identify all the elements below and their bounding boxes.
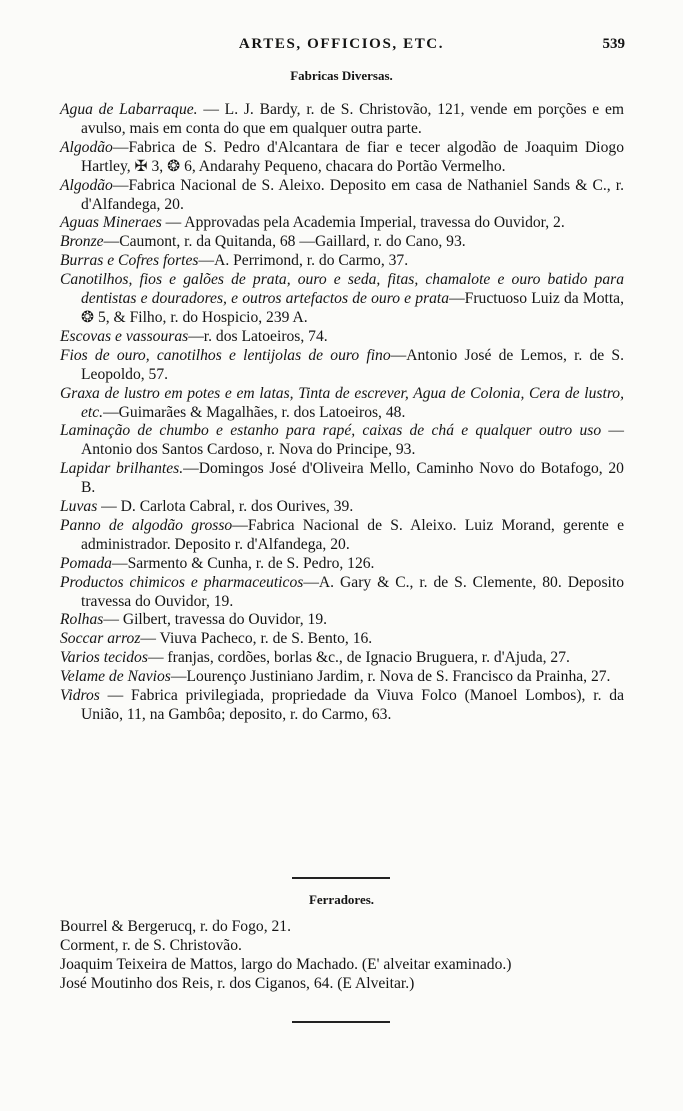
list-item: José Moutinho dos Reis, r. dos Ciganos, 64. (E Alveitar.) bbox=[60, 974, 415, 992]
entry bbox=[60, 252, 624, 271]
entry bbox=[60, 233, 624, 252]
entry bbox=[60, 668, 624, 687]
entry-text: —Guimarães & Magalhães, r. dos Latoeiros, 48. bbox=[103, 403, 406, 421]
entry bbox=[60, 101, 624, 139]
entry-text: — Antonio dos Santos Cardoso, r. Nova do Principe, 93. bbox=[81, 422, 624, 459]
entry-term: Vidros bbox=[60, 687, 100, 705]
entry-term: Velame de Navios bbox=[60, 668, 171, 686]
entry-term: Burras e Cofres fortes bbox=[60, 252, 199, 270]
list-item: Joaquim Teixeira de Mattos, largo do Machado. (E' alveitar examinado.) bbox=[60, 955, 512, 973]
entry-text: —Sarmento & Cunha, r. de S. Pedro, 126. bbox=[111, 554, 375, 572]
entry-term: Agua de Labarraque. bbox=[60, 101, 198, 118]
entry-term: Panno de algodão grosso bbox=[60, 516, 233, 534]
list-item: Bourrel & Bergerucq, r. do Fogo, 21. bbox=[60, 918, 291, 935]
entry-term: Productos chimicos e pharmaceuticos bbox=[60, 573, 304, 591]
entry bbox=[60, 630, 624, 649]
entry-text: —Fabrica de S. Pedro d'Alcantara de fiar e tecer algodão de Joaquim Diogo Hartley, ✠ 3, ❂ 6, Andarahy Pequeno, chacara do Portão Vermelho. bbox=[81, 138, 624, 175]
entry-text: —A. Gary & C., r. de S. Clemente, 80. Deposito travessa do Ouvidor, 19. bbox=[81, 573, 624, 610]
entry-text: —A. Perrimond, r. do Carmo, 37. bbox=[198, 252, 409, 270]
section-heading-fabricas: Fabricas Diversas. bbox=[290, 68, 393, 83]
entry-text: — D. Carlota Cabral, r. dos Ourives, 39. bbox=[97, 498, 354, 516]
entry-text: — Gilbert, travessa do Ouvidor, 19. bbox=[103, 611, 328, 629]
entry-text: —r. dos Latoeiros, 74. bbox=[188, 327, 328, 345]
entry-term: Bronze bbox=[60, 233, 104, 251]
entry-term: Luvas bbox=[60, 498, 98, 516]
entry-text: — Fabrica privilegiada, propriedade da Viuva Folco (Manoel Lombos), r. da União, 11, na Gambôa; deposito, r. do Carmo, 63. bbox=[81, 687, 624, 723]
entry bbox=[60, 687, 624, 725]
entry bbox=[60, 611, 624, 630]
running-title: ARTES, OFFICIOS, ETC. bbox=[238, 36, 445, 52]
entry-term: Algodão bbox=[60, 176, 113, 194]
entry bbox=[60, 460, 624, 498]
entry-term: Laminação de chumbo e estanho para rapé, caixas de chá e qualquer outro uso bbox=[60, 422, 602, 440]
entry-text: — franjas, cordões, borlas &c., de Ignacio Bruguera, r. d'Ajuda, 27. bbox=[147, 649, 570, 667]
entry bbox=[60, 574, 624, 612]
entry bbox=[60, 214, 624, 233]
entry bbox=[60, 422, 624, 460]
running-head bbox=[0, 36, 683, 56]
entry-text: —Fabrica Nacional de S. Aleixo. Deposito em casa de Nathaniel Sands & C., r. d'Alfandega, 20. bbox=[81, 176, 624, 213]
ferradores-list bbox=[60, 918, 640, 994]
entry bbox=[60, 649, 624, 668]
entry bbox=[60, 347, 624, 385]
entry bbox=[60, 498, 624, 517]
entry bbox=[60, 517, 624, 555]
entry-text: —Lourenço Justiniano Jardim, r. Nova de S. Francisco da Prainha, 27. bbox=[170, 668, 611, 686]
entry-term: Aguas Mineraes bbox=[60, 214, 162, 232]
entry-text: —Domingos José d'Oliveira Mello, Caminho Novo do Botafogo, 20 B. bbox=[81, 460, 624, 497]
entry-term: Pomada bbox=[60, 554, 112, 572]
entry-text: —Fabrica Nacional de S. Aleixo. Luiz Morand, gerente e administrador. Deposito r. d'Alfandega, 20. bbox=[81, 516, 624, 553]
entry bbox=[60, 328, 624, 347]
entry bbox=[60, 271, 624, 328]
entry-term: Soccar arroz bbox=[60, 630, 141, 648]
entry-term: Algodão bbox=[60, 138, 113, 156]
entry-term: Graxa de lustro em potes e em latas, Tinta de escrever, Agua de Colonia, Cera de lustro, etc. bbox=[60, 384, 624, 421]
entry-term: Fios de ouro, canotilhos e lentijolas de ouro fino bbox=[60, 346, 391, 364]
entry-text: — Viuva Pacheco, r. de S. Bento, 16. bbox=[140, 630, 373, 648]
entry-text: —Antonio José de Lemos, r. de S. Leopoldo, 57. bbox=[81, 346, 624, 383]
entry bbox=[60, 177, 624, 215]
entry-text: — L. J. Bardy, r. de S. Christovão, 121, vende em porções e em avulso, mais em conta do que em qualquer outra parte. bbox=[81, 101, 625, 137]
entry-term: Lapidar brilhantes. bbox=[60, 460, 184, 478]
page-number: 539 bbox=[602, 36, 625, 52]
entry-text: —Fructuoso Luiz da Motta, ❂ 5, & Filho, r. do Hospicio, 239 A. bbox=[81, 290, 624, 326]
entry-term: Rolhas bbox=[60, 611, 104, 629]
entry bbox=[60, 139, 624, 177]
entry-text: — Approvadas pela Academia Imperial, travessa do Ouvidor, 2. bbox=[161, 214, 565, 232]
end-divider bbox=[292, 1021, 390, 1023]
fabricas-entry-list bbox=[60, 101, 624, 725]
entry bbox=[60, 555, 624, 574]
entry-term: Canotilhos, fios e galões de prata, ouro e seda, fitas, chamalote e ouro batido para dentistas e douradores, e outros artefactos de ouro e prata bbox=[60, 271, 624, 308]
entry bbox=[60, 385, 624, 423]
entry-term: Escovas e vassouras bbox=[60, 327, 189, 345]
section-divider bbox=[292, 877, 390, 879]
entry-text: —Caumont, r. da Quitanda, 68 —Gaillard, r. do Cano, 93. bbox=[103, 233, 466, 251]
entry-term: Varios tecidos bbox=[60, 649, 148, 667]
list-item: Corment, r. de S. Christovão. bbox=[60, 936, 242, 954]
section-heading-ferradores: Ferradores. bbox=[308, 892, 375, 907]
